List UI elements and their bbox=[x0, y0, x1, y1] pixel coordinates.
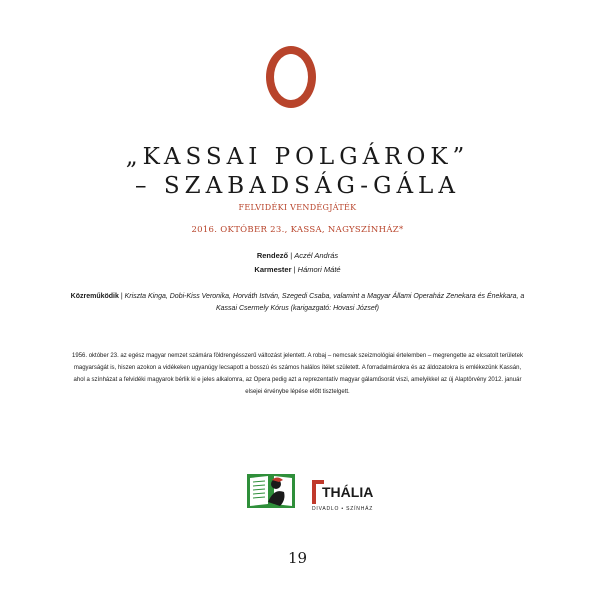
thalia-logo bbox=[306, 478, 374, 518]
credit-conductor bbox=[0, 265, 595, 274]
credit-name: Hámori Máté bbox=[297, 265, 341, 274]
credit-role: Karmester bbox=[254, 265, 292, 274]
collaborators bbox=[60, 291, 535, 315]
credit-director bbox=[0, 251, 595, 260]
book-figure-logo bbox=[246, 470, 296, 510]
credit-separator: | bbox=[290, 251, 295, 260]
title-line-2: – SZABADSÁG-GÁLA bbox=[135, 173, 460, 199]
thalia-tagline: DIVADLO • SZÍNHÁZ bbox=[312, 506, 374, 512]
thalia-brand: THÁLIA bbox=[322, 484, 374, 500]
event-date-place: 2016. OKTÓBER 23., KASSA, NAGYSZÍNHÁZ* bbox=[191, 225, 404, 235]
collaborators-names: Kriszta Kinga, Dobi-Kiss Veronika, Horváth István, Szegedi Csaba, valamint a Magyar Állami Operaház Zenekara és Énekkara, a Kassai Csermely Kórus (karigazgató: Hovasi József) bbox=[124, 293, 525, 312]
collaborators-role: Közreműködik bbox=[70, 293, 119, 300]
event-type: FELVIDÉKI VENDÉGJÁTÉK bbox=[238, 203, 357, 212]
title-line-1: „KASSAI POLGÁROK” bbox=[125, 144, 470, 170]
collaborators-separator: | bbox=[120, 293, 125, 300]
page-number: 19 bbox=[287, 549, 308, 567]
description-paragraph: 1956. október 23. az egész magyar nemzet számára földrengésszerű változást jelentett. A robaj – nemcsak szeizmológiai értelemben – megrengette az elcsatolt területek magyarságát is, hiszen azokon a vidékeken ugyanúgy lecsapott a bosszú és számos halálos ítélet született. A forradalmárokra és az áldozatokra is emlékezünk Kassán, ahol a színházat a felvidéki magyarok bérlik ki e jeles alkalomra, az Opera pedig azt a reprezentatív magyar gálaműsorát viszi, amelyikkel az új Alaptörvény 2012. január elsejei érvénybe lépése előtt tisztelgett. bbox=[72, 353, 523, 395]
credit-separator: | bbox=[293, 265, 298, 274]
credit-name: Aczél András bbox=[294, 251, 339, 260]
ring-ornament bbox=[266, 46, 316, 108]
credit-role: Rendező bbox=[256, 251, 289, 260]
